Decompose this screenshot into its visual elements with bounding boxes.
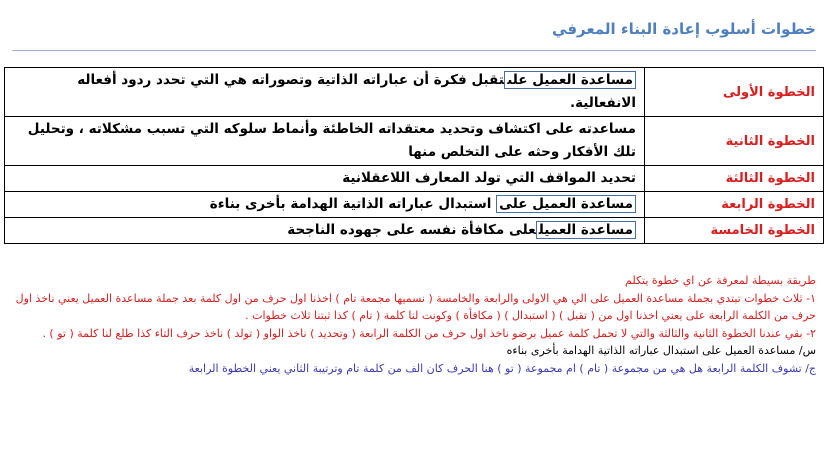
step-description — [5, 218, 645, 244]
explanation-notes — [8, 272, 816, 377]
step-text: تحديد المواقف التي تولد المعارف اللاعقلانية — [342, 170, 636, 186]
table-row — [5, 117, 824, 166]
step-name: الخطوة الخامسة — [645, 218, 824, 244]
notes-point-1: ١- ثلاث خطوات تبتدي بجملة مساعدة العميل على الي هي الاولى والرابعة والخامسة ( نسميها مجمعة تام ) اخذنا اول حرف من اول كلمة بعد جملة مساعدة العميل يعني ناخذ اول حرف من الكلمة الرابعة على يعني اخذنا اول من ( تقبل ) ( استبدال ) ( مكافأة ) وكونت لنا كلمة ( تام ) كذا ثبتنا ثلاث خطوات . — [15, 291, 816, 322]
table-row — [5, 166, 824, 192]
step-name: الخطوة الثالثة — [645, 166, 824, 192]
highlighted-phrase: مساعدة العميل على — [504, 71, 636, 89]
notes-intro: طريقة بسيطة لمعرفة عن اي خطوة يتكلم — [625, 274, 816, 287]
step-description — [5, 192, 645, 218]
step-name: الخطوة الرابعة — [645, 192, 824, 218]
notes-question: س/ مساعدة العميل على استبدال عباراته الذاتية الهدامة بأخرى بناءه — [506, 344, 816, 357]
table-row — [5, 192, 824, 218]
notes-answer: ج/ تشوف الكلمة الرابعة هل هي من مجموعة ( تام ) ام مجموعة ( تو ) هنا الحرف كان الف من كلمة تام وترتيبة الثاني يعني الخطوة الرابعة — [188, 361, 816, 375]
step-text: مساعدته على اكتشاف وتحديد معتقداته الخاطئة وأنماط سلوكه التي تسبب مشكلاته ، وتحليل تلك الأفكار وحثه على التخلص منها — [27, 121, 636, 160]
title-divider — [12, 50, 816, 51]
table-row — [5, 218, 824, 244]
step-text: استبدال عباراته الذاتية الهدامة بأخرى بناءة — [209, 196, 497, 212]
step-name: الخطوة الثانية — [645, 117, 824, 166]
highlighted-phrase: مساعدة العميل على — [496, 195, 636, 213]
page-title: خطوات أسلوب إعادة البناء المعرفي — [552, 20, 816, 38]
notes-point-2: ٢- بقي عندنا الخطوة الثانية والثالثة والتي لا تحمل كلمة عميل برضو ناخذ اول حرف من الكلمة الرابعة ( وتحديد ) ناخذ الواو ( تولد ) ناخذ حرف التاء كذا طلع لنا كلمة ( تو ) . — [42, 326, 816, 340]
step-text: تقبل فكرة أن عباراته الذاتية وتصوراته هي التي تحدد ردود أفعاله الانفعالية. — [77, 72, 636, 111]
steps-table — [4, 67, 824, 244]
step-description — [5, 117, 645, 166]
step-text: على مكافأة نفسه على جهوده الناجحة — [287, 222, 536, 238]
step-description — [5, 166, 645, 192]
highlighted-phrase: مساعدة العميل — [536, 221, 636, 239]
table-row — [5, 68, 824, 117]
step-name: الخطوة الأولى — [645, 68, 824, 117]
step-description — [5, 68, 645, 117]
